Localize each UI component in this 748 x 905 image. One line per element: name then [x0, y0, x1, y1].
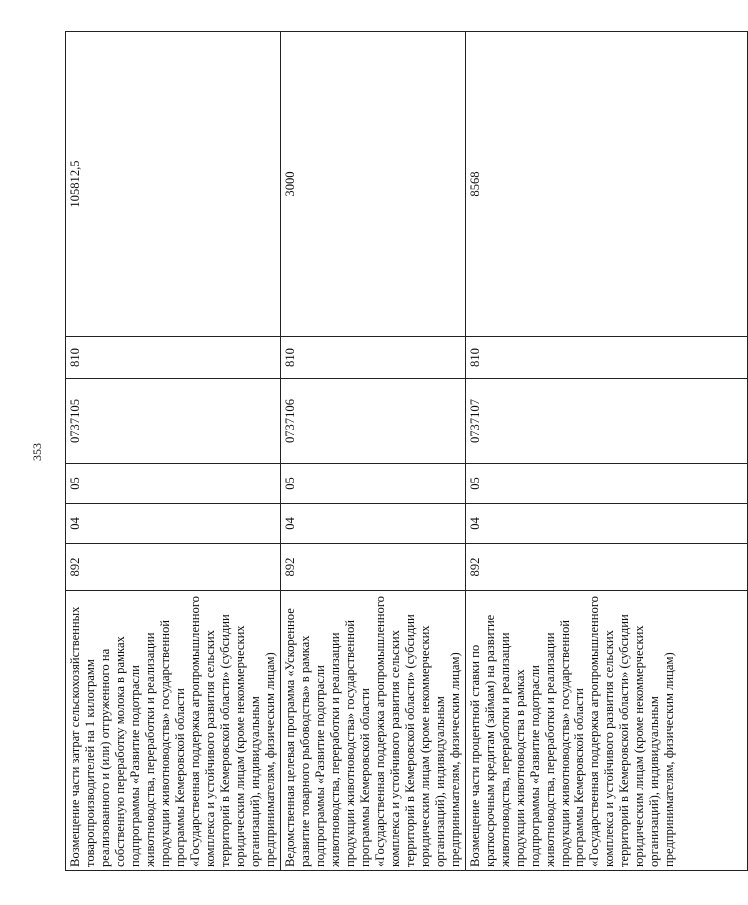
table-row: [66, 32, 281, 871]
expense-type-code: 810: [465, 337, 747, 379]
amount-value: 3000: [280, 32, 465, 337]
section-code: 04: [465, 504, 747, 544]
target-article-code: 0737107: [465, 379, 747, 464]
expense-type-code: 810: [280, 337, 465, 379]
section-code: 04: [280, 504, 465, 544]
ministry-code: 892: [66, 544, 281, 591]
row-description: Возмещение части процентной ставки по краткосрочным кредитам (займам) на развитие животноводства, переработки и реализации продукции животноводства в рамках подпрограммы «Развитие подотрасли животноводства, переработки и реализации продукции животноводства» государственной программы Кемеровской области «Государственная поддержка агропромышленного комплекса и устойчивого развития сельских территорий в Кемеровской области» (субсидии юридическим лицам (кроме некоммерческих организаций), индивидуальным предпринимателям, физическим лицам): [465, 591, 747, 871]
amount-value: 8568: [465, 32, 747, 337]
ministry-code: 892: [280, 544, 465, 591]
table-row: [280, 32, 465, 871]
budget-table-container: [65, 32, 677, 871]
budget-table: [65, 31, 748, 871]
row-description: Ведомственная целевая программа «Ускоренное развитие товарного рыбоводства» в рамках подпрограммы «Развитие подотрасли животноводства, переработки и реализации продукции животноводства» государственной программы Кемеровской области «Государственная поддержка агропромышленного комплекса и устойчивого развития сельских территорий в Кемеровской области» (субсидии юридическим лицам (кроме некоммерческих организаций), индивидуальным предпринимателям, физическим лицам): [280, 591, 465, 871]
page-number: 353: [30, 443, 44, 461]
subsection-code: 05: [465, 464, 747, 504]
amount-value: 105812,5: [66, 32, 281, 337]
target-article-code: 0737106: [280, 379, 465, 464]
section-code: 04: [66, 504, 281, 544]
subsection-code: 05: [280, 464, 465, 504]
ministry-code: 892: [465, 544, 747, 591]
rotated-table-frame: [65, 32, 677, 871]
table-row: [465, 32, 747, 871]
row-description: Возмещение части затрат сельскохозяйственных товаропроизводителей на 1 килограмм реализованного и (или) отгруженного на собственную переработку молока в рамках подпрограммы «Развитие подотрасли животноводства, переработки и реализации продукции животноводства» государственной программы Кемеровской области «Государственная поддержка агропромышленного комплекса и устойчивого развития сельских территорий в Кемеровской области» (субсидии юридическим лицам (кроме некоммерческих организаций), индивидуальным предпринимателям, физическим лицам): [66, 591, 281, 871]
expense-type-code: 810: [66, 337, 281, 379]
target-article-code: 0737105: [66, 379, 281, 464]
subsection-code: 05: [66, 464, 281, 504]
